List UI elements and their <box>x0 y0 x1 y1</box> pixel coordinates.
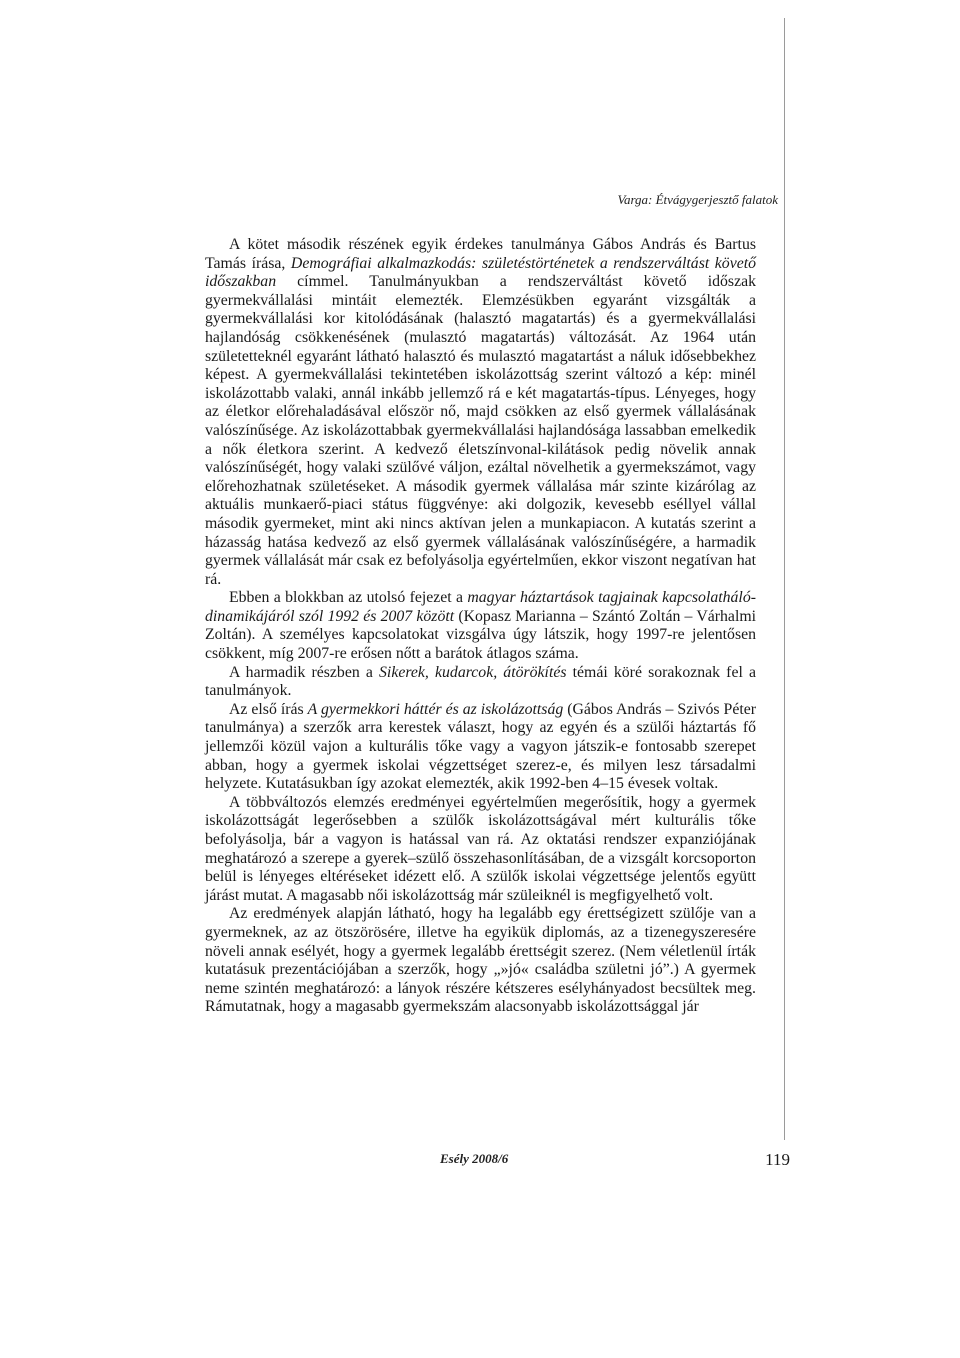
text-run: A többváltozós elemzés eredményei egyértelműen megerősítik, hogy a gyermek iskolázottságát legerősebben a szülők iskolázottságával mért kulturális tőke befolyásolja, bár a vagyon is hatással van rá. Az oktatási rendszer expanziójának meghatározó a szerepe a gyerek–szülő összehasonlításában, de a vizsgált korcsoporton belül is lényeges eltéréseket idézett elő. A szülők iskolai végzettsége jelentős együtt járást mutat. A magasabb női iskolázottság már szüleiknél is megfigyelhető volt. <box>205 793 756 904</box>
text-run: Ebben a blokkban az utolsó fejezet a <box>229 589 468 607</box>
body-paragraph <box>205 794 756 906</box>
text-run: A kötet második részének egyik érdekes tanulmánya Gábos András és Bartus Tamás írása, <box>205 236 756 272</box>
running-head: Varga: Étvágygerjesztő falatok <box>617 192 778 207</box>
italic-title-run: A gyermekkori háttér és az iskolázottság <box>307 700 564 718</box>
body-paragraph <box>205 701 756 794</box>
italic-title-run: Sikerek, kudarcok, átörökítés <box>379 663 567 681</box>
text-run: (Gábos András – Szivós Péter tanulmánya) a szerzők arra kerestek választ, hogy az egyén és a szülői háztartás fő jellemzői közül vajon a kulturális tőke vagy a vagyon játszik-e fontosabb szerepet abban, hogy a gyermek iskolai végzettséget szerez-e, és milyen lesz társadalmi helyzete. Kutatásukban így azokat elemezték, akik 1992-ben 4–15 évesek voltak. <box>205 700 756 793</box>
body-paragraph <box>205 589 756 663</box>
text-run: (Kopasz Marianna – Szántó Zoltán – Várhalmi Zoltán). A személyes kapcsolatokat vizsgálva úgy látszik, hogy 1997-re jelentősen csökkent, míg 2007-re erősen nőtt a barátok átlagos száma. <box>205 607 757 663</box>
text-run: témái köré sorakoznak fel a tanulmányok. <box>205 663 756 700</box>
text-run: címmel. Tanulmányukban a rendszerváltást követő időszak gyermekvállalási mintáit elemezték. Elemzésükben egyaránt vizsgálták a gyermekvállalási kor kitolódásának (halasztó magatartás) és a gyermekvállalási hajlandóság csökkenésének (mulasztó magatartás) változását. Az 1964 után születetteknél egyaránt látható halasztó és mulasztó magatartást a náluk idősebbekhez képest. A gyermekvállalási tekintetében iskolázottság szerint változó a kép: minél iskolázottabb valaki, annál inkább jellemző rá e két magatartás-típus. Lényeges, hogy az életkor előrehaladásával először nő, majd csökken az első gyermek vállalásának valószínűsége. Az iskolázottabbak gyermekvállalási hajlandósága lassabban emelkedik a nők életkora szerint. A kedvező életszínvonal-kilátások pedig növelik annak valószínűségét, hogy valaki szülővé váljon, ezáltal növelhetik a gyermekszámot, vagy előrehozhatnak születéseket. A második gyermek vállalása már szinte kizárólag az aktuális munkaerő-piaci státus függvénye: aki dolgozik, kevesebb eséllyel vállal második gyermeket, mint aki nincs aktívan jelen a munkapiacon. A kutatás szerint a házasság hatása kedvező az első gyermek vállalásának valószínűségére, a harmadik gyermek vállalását már csak ez befolyásolja egyértelműen, ekkor viszont negatívan hat rá. <box>205 273 756 588</box>
text-run: A harmadik részben a <box>229 663 380 681</box>
body-paragraph <box>205 664 756 701</box>
body-paragraph <box>205 905 756 1017</box>
body-paragraph <box>205 236 756 589</box>
page-number: 119 <box>765 1150 790 1169</box>
italic-title-run: magyar háztartások tagjainak kapcsolatháló-dinamikájáról szól 1992 és 2007 között <box>205 589 756 625</box>
journal-footer: Esély 2008/6 <box>440 1151 509 1166</box>
margin-rule <box>784 18 785 1140</box>
text-run: Az eredmények alapján látható, hogy ha legalább egy érettségizett szülője van a gyermeknek, az az ötszörösére, illetve ha egyikük diplomás, az a tizenegyszeresére növeli annak esélyét, hogy a gyermek legalább érettségit szerez. (Nem véletlenül írták kutatásuk prezentációjában a szerzők, hogy „»jó« családba születni jó”.) A gyermek neme szintén meghatározó: a lányok részére kétszeres esélyhányadost becsültek meg. Rámutatnak, hogy a magasabb gyermekszám alacsonyabb iskolázottsággal jár <box>205 905 756 1016</box>
text-run: Az első írás <box>229 700 308 718</box>
italic-title-run: Demográfiai alkalmazkodás: születéstörténetek a rendszerváltást követő időszakban <box>205 254 757 291</box>
article-body <box>205 236 756 1017</box>
